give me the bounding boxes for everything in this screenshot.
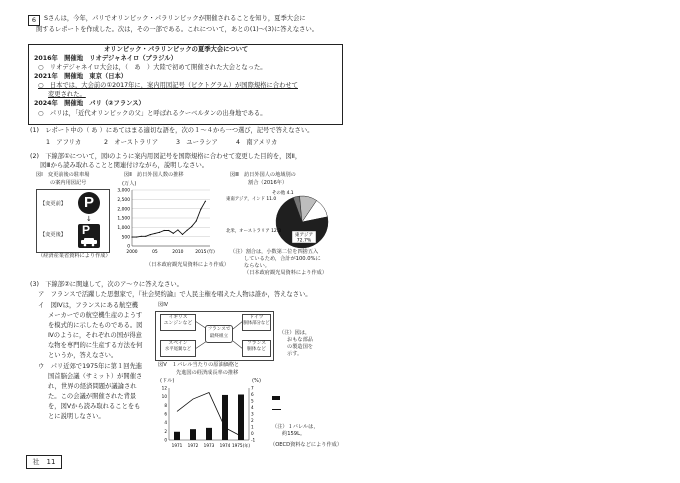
q3-i-line-2: メーカーでの航空機生産のようす (48, 312, 143, 319)
y1-tick-label: 10 (161, 394, 167, 400)
q2-stem-2: 図Ⅲから読み取れることと関連付けながら，説明しなさい。 (40, 162, 209, 169)
legend-bar-swatch (272, 396, 280, 400)
legend-line-swatch (272, 409, 281, 410)
q1-choice-4: 4 南アメリカ (236, 139, 278, 146)
fig4-de-box (242, 314, 271, 331)
report-2016-heading: 2016年 開催地 リオデジャネイロ（ブラジル） (34, 55, 177, 62)
q3-u-line-1: ウ パリ近郊で1975年に第１回先進 (38, 363, 143, 370)
fig4-title: 図Ⅳ (158, 302, 168, 308)
y1-tick-label: 2 (164, 428, 167, 434)
x-tick-label: (年) (207, 250, 215, 255)
report-2016-text: ○ リオデジャネイロ大会は，（ あ ）大陸で初めて開催された大会となった。 (38, 64, 267, 71)
data-point (173, 233, 174, 234)
data-point (200, 209, 201, 210)
fig3-note-1: （注）割合は，小数第二位を四捨五入 (230, 249, 319, 255)
y2-tick-label: 0 (251, 431, 254, 436)
data-point (141, 236, 142, 237)
y-tick-label: 500 (121, 235, 130, 241)
q3-i-line-1: イ 図Ⅳは，フランスにある航空機 (38, 302, 139, 309)
x-tick-label: 1971 (171, 443, 183, 448)
oil-price-bar (190, 429, 196, 440)
report-2021-text-2: 変更された。 (48, 91, 86, 98)
y-tick-label: 0 (127, 244, 130, 250)
fig4-uk-country: イギリス (168, 315, 188, 320)
fig3-source: （日本政府観光局資料により作成） (244, 270, 328, 276)
y2-tick-label: 1 (251, 424, 254, 430)
fig4-fr-country: フランス (246, 341, 267, 346)
oil-price-bar (174, 432, 180, 440)
page-label: 社 11 (26, 455, 62, 469)
y2-tick-label: 3 (251, 411, 254, 417)
fig4-note-3: の製造国を (287, 344, 313, 350)
y1-tick-label: 12 (161, 385, 167, 391)
fig1-before-label: 【変更前】 (40, 201, 66, 207)
pie-label-other: その他 4.1 (272, 191, 294, 196)
fig4-note-2: おもな部品 (287, 337, 313, 343)
fig4-de-country: ドイツ (249, 315, 264, 320)
q2-stem-1: (2) 下線部①について，図Ⅰのように案内用図記号を国際規格に合わせて変更した目的を，図Ⅱ， (30, 153, 302, 160)
q1-stem: (1) レポート中の（ あ ）にあてはまる適切な語を，次の１～４から一つ選び，記号で答えなさい。 (30, 127, 314, 134)
fig5-source: （OECD資料などにより作成） (270, 442, 343, 448)
fig4-note-4: 示す。 (287, 351, 303, 357)
q1-choice-3: 3 ユーラシア (176, 139, 218, 146)
q3-u-line-4: た。この会議が開催された背景 (48, 393, 137, 400)
y-tick-label: 3,000 (117, 188, 130, 194)
intro-line-2: 関するレポートを作成した。次は，その一部である。これについて，あとの(1)～(3)に答えなさい。 (36, 26, 319, 33)
fig2-ylabel: (万人) (122, 181, 137, 187)
x-tick-label: 1972 (187, 443, 199, 448)
data-point (150, 234, 151, 235)
fig4-es-country: スペイン (168, 341, 188, 346)
q3-u-line-5: を，図Ⅴから読み取れることをも (48, 403, 141, 410)
x-tick-label: 1974 (219, 443, 231, 448)
data-point (164, 230, 165, 231)
fig4-uk-part: エンジンなど (163, 321, 193, 326)
parking-icon-after (78, 224, 100, 248)
car-icon (78, 237, 100, 247)
fig2-line-chart (112, 186, 216, 264)
data-point (182, 234, 183, 235)
parking-p-letter: P (82, 223, 91, 237)
x-tick-label: 1975(年) (231, 443, 251, 448)
x-tick-label: 2000 (126, 250, 138, 255)
pie-label-east-asia-1: 東アジア (294, 233, 314, 238)
y2-tick-label: 7 (251, 385, 254, 391)
fig4-fr-box (242, 340, 271, 357)
y1-tick-label: 4 (164, 420, 167, 426)
x-tick-label: 2015 (195, 250, 207, 255)
report-2024-text: ○ パリは，「近代オリンピックの父」と呼ばれるクーベルタンの出身地である。 (38, 110, 267, 117)
fig5-note-2: 約159L。 (282, 431, 306, 437)
y-tick-label: 2,500 (117, 197, 130, 203)
fig5-bar-line-chart (155, 384, 267, 454)
series-line (132, 201, 205, 237)
fig3-note-3: ならない。 (244, 263, 270, 269)
oil-price-bar (206, 428, 212, 440)
oil-price-bar (238, 395, 244, 441)
data-point (168, 230, 169, 231)
q3-u-line-6: とに説明しなさい。 (48, 413, 105, 420)
pie-label-sea: 東南アジア，インド 11.0 (226, 197, 277, 202)
fig5-title-2: 先進国の経済成長率の推移 (176, 370, 239, 376)
y1-tick-label: 6 (164, 411, 167, 417)
fig2-title: 図Ⅱ 訪日外国人数の推移 (124, 172, 184, 178)
data-point (154, 233, 155, 234)
fig5-y1-label: (ドル) (160, 378, 175, 384)
fig5-title-1: 図Ⅴ １バレル当たりの原油価格と (158, 362, 240, 368)
q3-i-line-5: な物を専門的に生産する方法を何 (48, 342, 143, 349)
fig3-title-1: 図Ⅲ 訪日外国人の地域別の (230, 172, 296, 178)
fig3-note-2: しているため，合計が100.0%に (244, 256, 321, 262)
q3-i-line-4: Ⅳのように，それぞれの国が得意 (48, 332, 142, 339)
fig4-assembly-box (205, 325, 233, 343)
report-2024-heading: 2024年 開催地 パリ（②フランス） (34, 100, 145, 107)
fig1-title-1: 図Ⅰ 変更前後の駐車場 (36, 172, 90, 178)
y2-tick-label: -1 (251, 437, 256, 443)
fig1-title-2: の案内用図記号 (50, 180, 87, 186)
x-tick-label: 1973 (203, 443, 215, 448)
data-point (177, 229, 178, 230)
fig1-source: （経済産業省資料により作成） (38, 253, 111, 259)
fig3-title-2: 割合（2016年） (248, 180, 288, 186)
fig4-assembly-line-2: 最終組立 (209, 334, 229, 339)
question-number: 6 (28, 15, 40, 26)
parking-icon-before: P (78, 192, 100, 214)
arrow-down-icon: ↓ (86, 215, 92, 223)
data-point (191, 226, 192, 227)
fig4-de-part: 胴体部分など (243, 321, 270, 326)
y1-tick-label: 8 (164, 402, 167, 408)
report-2021-text-1: ○ 日本では，大会前の①2017年に，案内用図記号（ピクトグラム）が国際規格に合わせて (38, 82, 298, 89)
y1-tick-label: 0 (164, 437, 167, 443)
report-2021-heading: 2021年 開催地 東京（日本） (34, 73, 128, 80)
q3-u-line-3: れ，世界の経済問題が議論され (48, 383, 137, 390)
q3-stem: (3) 下線部②に関連して，次のア～ウに答えなさい。 (30, 281, 183, 288)
y-tick-label: 2,000 (117, 207, 130, 213)
y-tick-label: 1,000 (117, 225, 130, 231)
q1-choice-1: 1 アフリカ (46, 139, 82, 146)
fig2-source: （日本政府観光局資料により作成） (146, 262, 230, 268)
data-point (186, 230, 187, 231)
fig5-note-1: （注）１バレルは， (272, 424, 319, 430)
fig4-es-box (160, 340, 196, 357)
y-tick-label: 1,500 (117, 216, 130, 222)
pie-label-na: 北米，オーストラリア 12.3 (226, 229, 281, 234)
y2-tick-label: 4 (251, 405, 254, 410)
fig4-uk-box (160, 314, 196, 331)
q3-i-line-3: を模式的に示したものである。図 (48, 322, 143, 329)
x-tick-label: 05 (152, 250, 158, 255)
q3-a-text: ア フランスで活躍した思想家で，『社会契約論』で人民主権を唱えた人物は誰か，答えなさい。 (38, 291, 312, 298)
q1-choice-2: 2 オーストラリア (104, 139, 159, 146)
q3-u-line-2: 国首脳会議（サミット）が開催さ (48, 373, 143, 380)
data-point (159, 232, 160, 233)
data-point (136, 236, 137, 237)
fig4-assembly-line-1: フランスで (207, 327, 231, 332)
fig4-fr-part: 胴体など (246, 347, 267, 352)
intro-line-1: Sさんは，今年，パリでオリンピック・パラリンピックが開催されることを知り，夏季大会に (44, 15, 306, 22)
x-tick-label: 2010 (172, 250, 184, 255)
data-point (205, 201, 206, 202)
y2-tick-label: 2 (251, 418, 254, 423)
pie-label-east-asia-2: 72.7% (296, 238, 312, 244)
y2-tick-label: 5 (251, 398, 254, 404)
fig3-pie-chart (226, 188, 330, 250)
oil-price-bar (222, 395, 228, 440)
fig4-note-1: （注）図は， (279, 330, 311, 336)
q3-i-line-6: というか，答えなさい。 (48, 352, 118, 359)
report-title: オリンピック・パラリンピックの夏季大会について (104, 46, 249, 53)
fig4-es-part: 水平尾翼など (164, 347, 192, 352)
data-point (196, 220, 197, 221)
y2-tick-label: 6 (251, 392, 254, 397)
fig5-y2-label: (%) (252, 378, 261, 384)
fig1-after-label: 【変更後】 (40, 232, 66, 238)
data-point (145, 236, 146, 237)
data-point (131, 236, 132, 237)
